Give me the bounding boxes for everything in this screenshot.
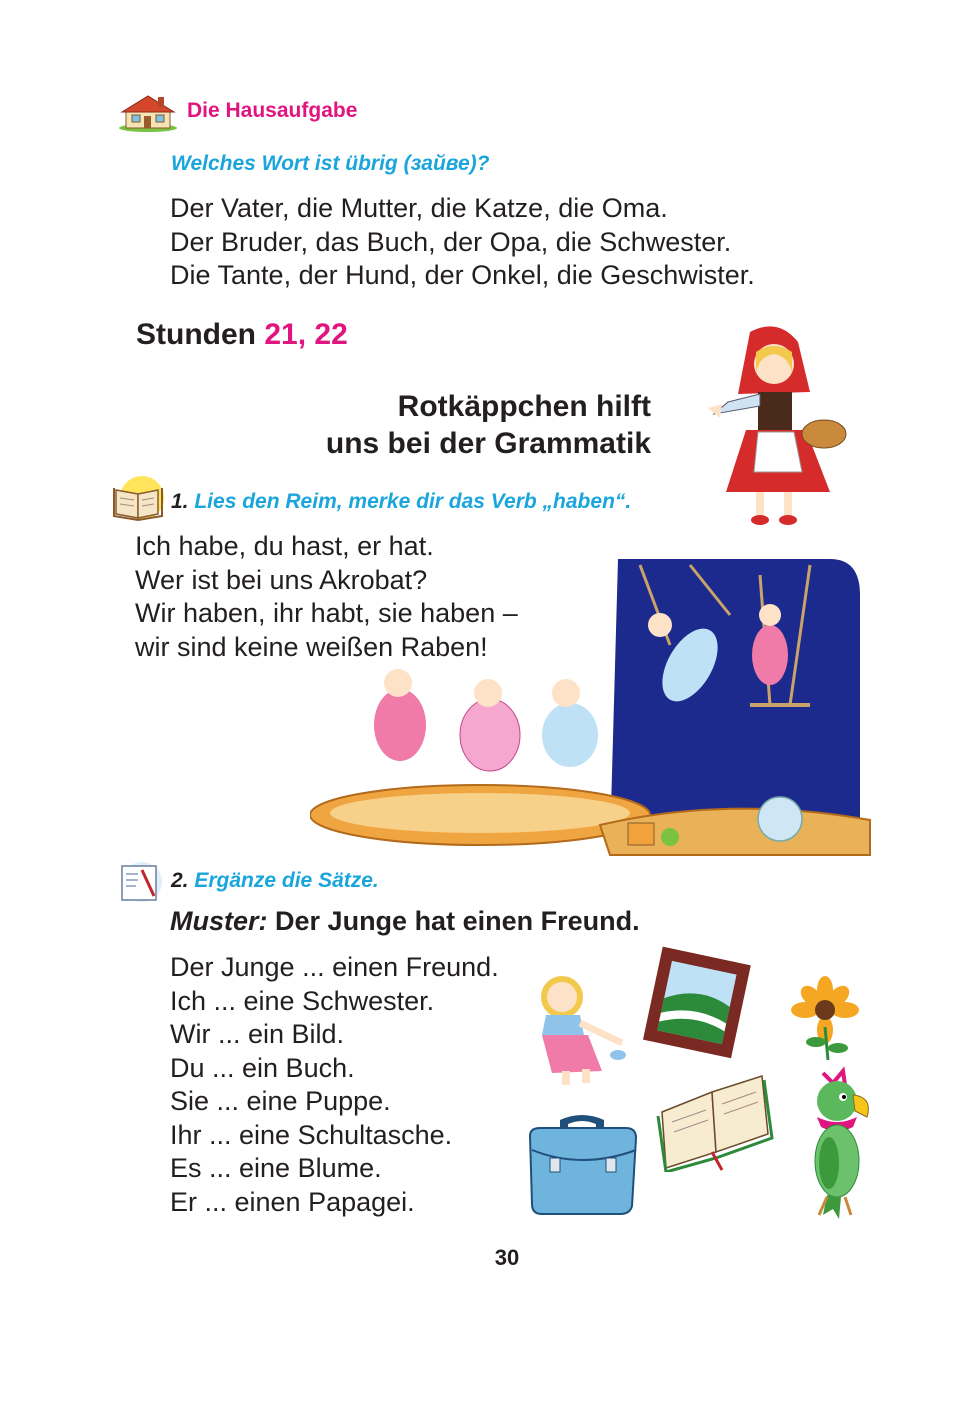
sentence-line: Es ... eine Blume. bbox=[170, 1153, 382, 1183]
picture-frame-illustration bbox=[642, 945, 752, 1060]
task2-sentences bbox=[170, 951, 499, 1219]
rhyme-line: Wir haben, ihr habt, sie haben – bbox=[135, 598, 518, 628]
example-label: Muster: bbox=[170, 906, 268, 936]
notebook-pen-icon bbox=[116, 858, 164, 904]
task1-number: 1. bbox=[171, 490, 189, 513]
open-book-illustration bbox=[652, 1072, 777, 1172]
school-bag-illustration bbox=[520, 1110, 645, 1220]
doll-illustration bbox=[522, 975, 632, 1090]
lesson-prefix: Stunden bbox=[136, 318, 256, 351]
homework-label: Die Hausaufgabe bbox=[187, 99, 358, 122]
task2-instruction bbox=[171, 869, 379, 893]
rhyme-line: Wer ist bei uns Akrobat? bbox=[135, 564, 428, 595]
homework-line: Die Tante, der Hund, der Onkel, die Geschwister. bbox=[170, 260, 755, 290]
task2-number: 2. bbox=[171, 869, 189, 892]
homework-lines bbox=[170, 192, 755, 293]
example-text: Der Junge hat einen Freund. bbox=[275, 906, 640, 936]
lesson-title-line: uns bei der Grammatik bbox=[325, 427, 651, 460]
sentence-line: Der Junge ... einen Freund. bbox=[170, 952, 499, 982]
task1-text: Lies den Reim, merke dir das Verb „haben“. bbox=[194, 490, 632, 513]
sentence-line: Sie ... eine Puppe. bbox=[170, 1086, 391, 1116]
lesson-numbers: 21, 22 bbox=[264, 318, 348, 351]
task1-instruction bbox=[171, 490, 631, 514]
homework-line: Der Bruder, das Buch, der Opa, die Schwester. bbox=[170, 226, 732, 257]
task2-example bbox=[170, 906, 640, 937]
homework-line: Der Vater, die Mutter, die Katze, die Oma. bbox=[170, 193, 668, 223]
rhyme-line: Ich habe, du hast, er hat. bbox=[135, 531, 434, 561]
red-riding-hood-illustration bbox=[698, 322, 858, 537]
sentence-line: Ich ... eine Schwester. bbox=[170, 985, 435, 1016]
homework-question: Welches Wort ist übrig (зайве)? bbox=[171, 152, 490, 175]
house-icon bbox=[118, 92, 178, 132]
sentence-line: Du ... ein Buch. bbox=[170, 1052, 355, 1083]
sentence-line: Wir ... ein Bild. bbox=[170, 1019, 345, 1049]
lesson-heading bbox=[136, 318, 348, 352]
sentence-line: Ihr ... eine Schultasche. bbox=[170, 1119, 453, 1150]
task2-text: Ergänze die Sätze. bbox=[194, 869, 379, 892]
lesson-title bbox=[326, 388, 651, 462]
circus-illustration bbox=[310, 555, 880, 867]
parrot-illustration bbox=[793, 1065, 878, 1225]
flower-illustration bbox=[780, 972, 870, 1062]
page-number: 30 bbox=[494, 1245, 520, 1270]
sentence-line: Er ... einen Papagei. bbox=[170, 1186, 415, 1217]
lesson-title-line: Rotkäppchen hilft bbox=[397, 390, 651, 423]
book-icon bbox=[112, 476, 164, 522]
rhyme-line: wir sind keine weißen Raben! bbox=[135, 631, 488, 662]
